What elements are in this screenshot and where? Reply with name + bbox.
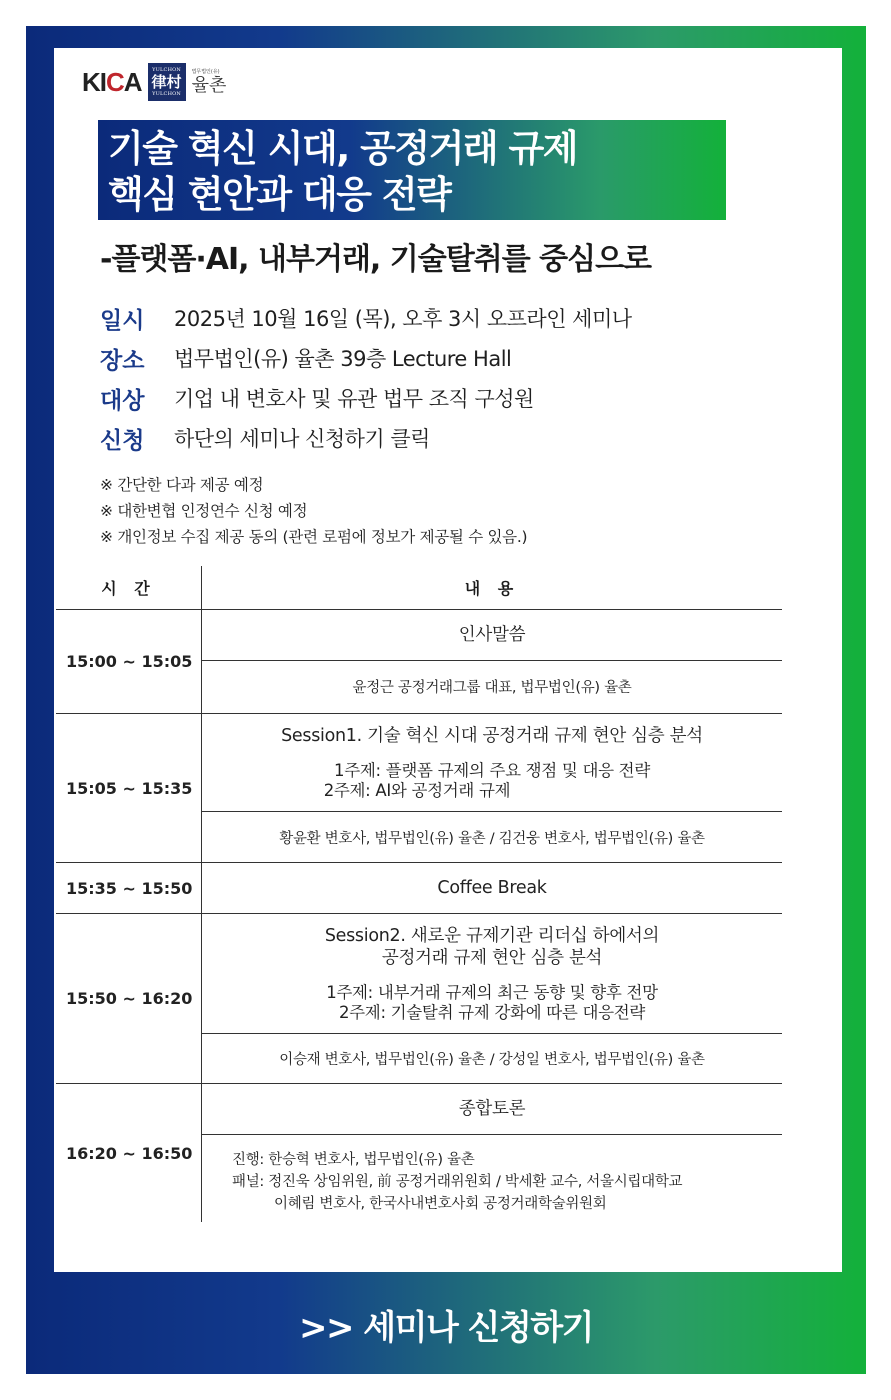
logo-bar <box>82 62 226 102</box>
row-time: 15:35 ~ 15:50 <box>56 863 202 913</box>
info-row-apply <box>100 418 632 458</box>
subtitle: -플랫폼·AI, 내부거래, 기술탈취를 중심으로 <box>100 242 652 277</box>
note-item: ※ 간단한 다과 제공 예정 <box>100 476 264 494</box>
title-line-1: 기술 혁신 시대, 공정거래 규제 <box>108 127 577 170</box>
header-content: 내 용 <box>464 579 520 598</box>
table-row <box>56 714 782 863</box>
title-line-2: 핵심 현안과 대응 전략 <box>108 173 451 216</box>
row-content <box>202 914 782 1083</box>
info-value: 기업 내 변호사 및 유관 법무 조직 구성원 <box>174 387 534 411</box>
yulchon-text-logo: 법무법인(유) 율촌 <box>191 68 227 96</box>
title-banner <box>98 120 726 220</box>
row-content <box>202 1084 782 1222</box>
row-speaker-cell: 황윤환 변호사, 법무법인(유) 율촌 / 김건웅 변호사, 법무법인(유) 율촌 <box>202 811 782 862</box>
row-content <box>202 714 782 862</box>
table-row <box>56 863 782 914</box>
table-row <box>56 914 782 1084</box>
info-key: 대상 <box>100 387 145 414</box>
row-time: 15:05 ~ 15:35 <box>56 714 202 862</box>
apply-seminar-label: >> 세미나 신청하기 <box>298 1307 594 1348</box>
notes <box>100 472 527 550</box>
info-key: 장소 <box>100 347 145 374</box>
info-row-place <box>100 338 632 378</box>
row-content <box>202 863 782 913</box>
note-item: ※ 대한변협 인정연수 신청 예정 <box>100 502 308 520</box>
table-row <box>56 1084 782 1222</box>
row-speaker-cell: 이승재 변호사, 법무법인(유) 율촌 / 강성일 변호사, 법무법인(유) 율촌 <box>202 1033 782 1083</box>
schedule-table <box>56 566 782 1222</box>
row-main-cell: Session1. 기술 혁신 시대 공정거래 규제 현안 심층 분석 1주제: 플랫폼 규제의 주요 쟁점 및 대응 전략 2주제: AI와 공정거래 규제 <box>281 725 703 800</box>
row-panel-cell: 진행: 한승혁 변호사, 법무법인(유) 율촌 패널: 정진욱 상임위원, 前 공정거래위원회 / 박세환 교수, 서울시립대학교 이혜림 변호사, 한국사내변호사회 공정거래학술위원회 <box>202 1134 782 1222</box>
row-main-cell: Session2. 새로운 규제기관 리더십 하에서의 공정거래 규제 현안 심층 분석 1주제: 내부거래 규제의 최근 동향 및 향후 전망 2주제: 기술탈취 규제 강화에 따른 대응전략 <box>324 925 660 1022</box>
info-value: 2025년 10월 16일 (목), 오후 3시 오프라인 세미나 <box>174 307 632 331</box>
info-value: 법무법인(유) 율촌 39층 Lecture Hall <box>174 347 512 371</box>
yulchon-seal-logo: YULCHON 律村 YULCHON <box>148 63 186 101</box>
event-info <box>100 298 632 458</box>
apply-seminar-button[interactable] <box>26 1274 866 1374</box>
row-time: 15:00 ~ 15:05 <box>56 610 202 713</box>
row-main-cell: Coffee Break <box>437 878 547 898</box>
kica-logo: KICA <box>82 66 142 97</box>
row-time: 15:50 ~ 16:20 <box>56 914 202 1083</box>
info-row-date <box>100 298 632 338</box>
note-item: ※ 개인정보 수집 제공 동의 (관련 로펌에 정보가 제공될 수 있음.) <box>100 528 528 546</box>
row-main-cell: 종합토론 <box>458 1099 526 1119</box>
info-value: 하단의 세미나 신청하기 클릭 <box>174 427 430 451</box>
schedule-header <box>56 566 782 610</box>
table-row <box>56 610 782 714</box>
info-row-audience <box>100 378 632 418</box>
info-key: 일시 <box>100 307 145 334</box>
row-time: 16:20 ~ 16:50 <box>56 1084 202 1222</box>
row-content <box>202 610 782 713</box>
row-speaker-cell: 윤정근 공정거래그룹 대표, 법무법인(유) 율촌 <box>202 660 782 713</box>
info-key: 신청 <box>100 427 145 454</box>
row-main-cell: 인사말씀 <box>458 624 526 645</box>
header-time: 시 간 <box>56 566 202 609</box>
